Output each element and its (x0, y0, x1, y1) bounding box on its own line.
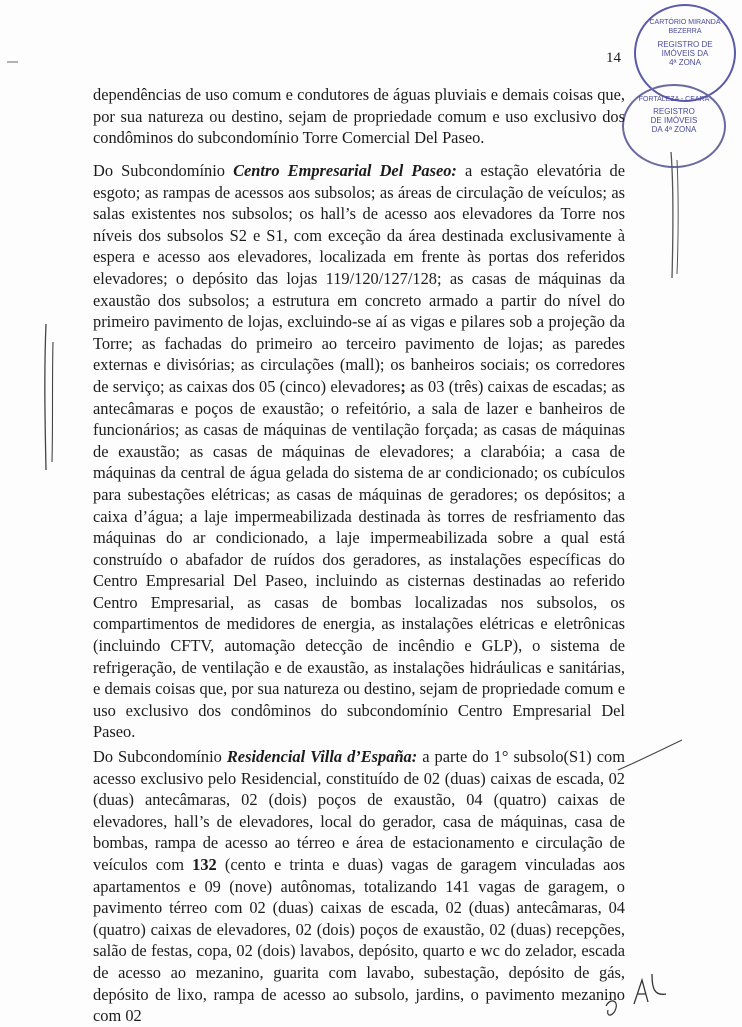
stamp-ring-text: CARTÓRIO MIRANDA BEZERRA (649, 19, 721, 35)
margin-bracket-right (668, 150, 682, 280)
stamp-ring-text: FORTALEZA - CEARÁ (638, 96, 710, 103)
paragraph-text: as 03 (três) caixas de escadas; as antecâmaras e poços de exaustão; o refeitório, a sala de lazer e banheiros de funcionários; as casas de máquinas de ventilação forçada; as casas de máquinas de exaustão; as casas de máquinas de elevadores; a clarabóia; a casa de máquinas da central de água gelada do sistema de ar condicionado; os cubículos para subestações elétricas; as casas de máquinas de geradores; os depósitos; a caixa d’água; a laje impermeabilizada destinada às torres de resfriamento das máquinas do ar condicionado, a laje impermeabilizada sobre a qual está construído o abafador de ruídos dos geradores, as instalações específicas do Centro Empresarial Del Paseo, incluindo as cisternas destinadas ao referido Centro Empresarial, as casas de bombas localizadas nos subsolos, os compartimentos de medidores de energia, as instalações elétricas e eletrônicas (incluindo CFTV, automação detecção de incêndio e GLP), o sistema de refrigeração, de ventilação e de exaustão, as instalações hidráulicas e sanitárias, e demais coisas que, por sua natureza ou destino, sejam de propriedade comum e uso exclusivo dos condôminos do subcondomínio Centro Empresarial Del Paseo. (93, 376, 626, 742)
stamp-line: REGISTRO (653, 107, 695, 116)
bold-semicolon: ; (400, 376, 406, 396)
paragraph-lead: Do Subcondomínio (93, 161, 234, 180)
stamp-line: DE IMÓVEIS (650, 116, 698, 125)
margin-stroke (616, 738, 686, 774)
paragraph-residencial (93, 746, 625, 1027)
subcondominium-name: Centro Empresarial Del Paseo: (233, 161, 457, 180)
subcondominium-name: Residencial Villa d’España: (226, 747, 418, 766)
stamp-line: IMÓVEIS DA (661, 49, 709, 58)
paragraph-text: a estação elevatória de esgoto; as rampas de acessos aos subsolos; as áreas de circulação de veículos; as salas existentes nos subsolos; os hall’s de acesso aos elevadores da Torre nos níveis dos subsolos S2 e S1, com exceção da área destinada exclusivamente à espera e acesso aos elevadores, localizada em frente às portas dos referidos elevadores; o depósito das lojas 119/120/127/128; as casas de máquinas da exaustão dos subsolos; a estrutura em concreto armado a partir do nível do primeiro pavimento de lojas, excluindo-se aí as vigas e pilares sob a projeção da Torre; as fachadas do primeiro ao terceiro pavimento de lojas; as paredes externas e divisórias; as circulações (mall); os banheiros sociais; os corredores de serviço; as caixas dos 05 (cinco) elevadores (93, 161, 625, 396)
stamp-line: 4ª ZONA (669, 58, 701, 67)
paragraph-centro-empresarial (93, 160, 625, 743)
stamp-line: DA 4ª ZONA (651, 125, 697, 134)
margin-bracket-left (40, 322, 60, 472)
paragraph-lead: Do Subcondomínio (93, 747, 227, 766)
page-number: 14 (606, 50, 621, 66)
margin-dash-left (6, 58, 20, 66)
paragraph-text: a parte do 1° subsolo(S1) com acesso exclusivo pelo Residencial, constituído de 02 (duas) caixas de escada, 02 (duas) antecâmaras, 02 (dois) poços de exaustão, 04 (quatro) caixas de elevadores, hall’s de elevadores, local do gerador, casa de máquinas, casa de bombas, rampa de acesso ao térreo e área de estacionamento e circulação de veículos com (93, 747, 625, 874)
parking-count: 132 (192, 854, 217, 874)
paragraph-torre-comercial: dependências de uso comum e condutores de águas pluviais e demais coisas que, por sua natureza ou destino, sejam de propriedade comum e uso exclusivo dos condôminos do subcondomínio Torre Comercial Del Paseo. (93, 85, 625, 148)
stamp-line: REGISTRO DE (657, 40, 713, 49)
paragraph-text: (cento e trinta e duas) vagas de garagem vinculadas aos apartamentos e 09 (nove) autônomas, totalizando 141 vagas de garagem, o pavimento térreo com 02 (duas) caixas de escada, 02 (duas) antecâmaras, 04 (quatro) caixas de elevadores, 02 (dois) poços de exaustão, 02 (duas) recepções, salão de festas, copa, 02 (dois) lavabos, depósito, quarto e wc do zelador, escada de acesso ao mezanino, guarita com lavabo, subestação, depósito de gás, depósito de lixo, rampa de acesso ao subsolo, jardins, o pavimento mezanino com 02 (93, 854, 625, 1026)
